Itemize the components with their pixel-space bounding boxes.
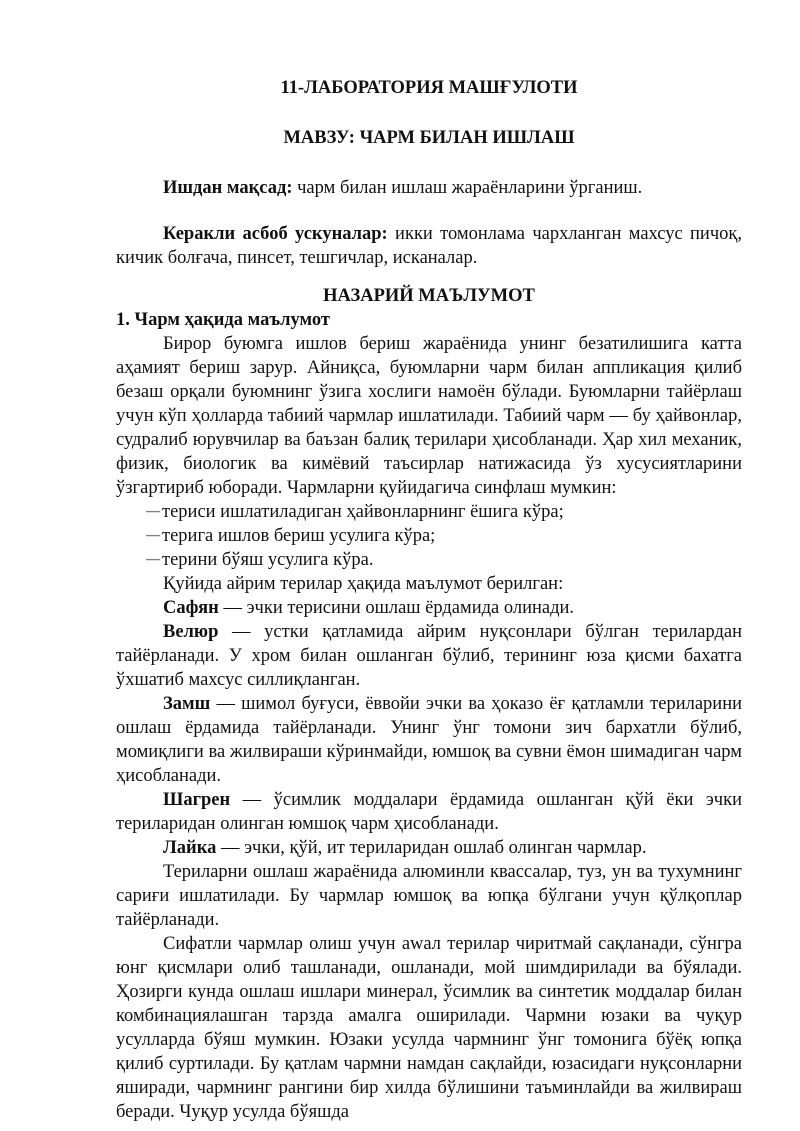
term-shagren: Шагрен — ўсимлик моддалари ёрдамида ошланган қўй ёки эчки териларидан олинган юмшоқ чарм ҳисобланади.: [116, 790, 742, 834]
list-item: — терини бўяш усулига кўра.: [146, 550, 374, 570]
dash-icon: —: [146, 552, 160, 567]
tools-paragraph: [116, 222, 742, 270]
intro-paragraph: Бирор буюмга ишлов бериш жараёнида унинг безатилишига катта аҳамият бериш зарур. Айниқса, буюмларни чарм билан аппликация қилиб безаш орқали буюмнинг ўзига хослиги намоён бўлади. Буюмларни тайёрлаш учун кўп ҳолларда табиий чармлар ишлатилади. Табиий чарм — бу ҳайвонлар, судралиб юрувчилар ва баъзан балиқ терилари ҳисобланади. Ҳар хил механик, физик, биологик ва кимёвий таъсирлар натижасида ўз хусусиятларини ўзгартириб юборади. Чармларни қуйидагича синфлаш мумкин:: [116, 334, 742, 498]
term-layka: Лайка — эчки, қўй, ит териларидан ошлаб олинган чармлар.: [163, 838, 647, 858]
term-velyur: Велюр — устки қатламида айрим нуқсонлари бўлган терилардан тайёрланади. У хром билан ошланган бўлиб, терининг юза қисми бахатга ўхшатиб махсус силлиқланган.: [116, 622, 742, 690]
list-item: — терига ишлов бериш усулига кўра;: [146, 526, 436, 546]
term-safyan: Сафян — эчки терисини ошлаш ёрдамида олинади.: [163, 598, 575, 618]
theory-title: НАЗАРИЙ МАЪЛУМОТ: [323, 286, 535, 306]
section-heading: 1. Чарм ҳақида маълумот: [116, 310, 330, 330]
intro-line: Қуйида айрим терилар ҳақида маълумот берилган:: [163, 574, 564, 594]
page-title: 11-ЛАБОРАТОРИЯ МАШҒУЛОТИ: [280, 78, 578, 98]
quality-paragraph: Сифатли чармлар олиш учун аwал терилар чиритмай сақланади, сўнгра юнг қисмлари олиб ташланади, ошланади, мой шимдирилади ва бўялади. Ҳозирги кунда ошлаш ишлари минерал, ўсимлик ва синтетик моддалар билан комбинациялашган тарзда амалга оширилади. Чармни юзаки ва чуқур усулларда бўяш мумкин. Юзаки усулда чармнинг ўнг томонига бўёқ юпқа қилиб суртилади. Бу қатлам чармни намдан сақлайди, юзасидаги нуқсонларни яширади, чармнинг рангини бир хилда бўлишини таъминлайди ва жилвираш беради. Чуқур усулда бўяшда: [116, 934, 742, 1122]
tools-label: Керакли асбоб ускуналар:: [163, 224, 388, 244]
goal-paragraph: [116, 176, 742, 200]
list-item: — териси ишлатиладиган ҳайвонларнинг ёшига кўра;: [146, 502, 564, 522]
goal-text: чарм билан ишлаш жараёнларини ўрганиш.: [292, 178, 643, 198]
dash-icon: —: [146, 528, 160, 543]
tools-text: икки томонлама чархланган махсус пичоқ, кичик болғача, пинсет, тешгичлар, исканалар.: [116, 224, 742, 268]
term-zamsh: Замш — шимол буғуси, ёввойи эчки ва ҳоказо ёғ қатламли териларини ошлаш ёрдамида тайёрланади. Унинг ўнг томони зич бархатли бўлиб, момиқлиги ва жилвираши кўринмайди, юмшоқ ва сувни ёмон шимадиган чарм ҳисобланади.: [116, 694, 742, 786]
topic-title: МАВЗУ: ЧАРМ БИЛАН ИШЛАШ: [283, 128, 575, 148]
goal-label: Ишдан мақсад:: [163, 178, 293, 198]
tanning-paragraph: Териларни ошлаш жараёнида алюминли квассалар, туз, ун ва тухумнинг сариғи ишлатилади. Бу чармлар юмшоқ ва юпқа бўлгани учун қўлқоплар тайёрланади.: [116, 862, 742, 930]
dash-icon: —: [146, 504, 160, 519]
